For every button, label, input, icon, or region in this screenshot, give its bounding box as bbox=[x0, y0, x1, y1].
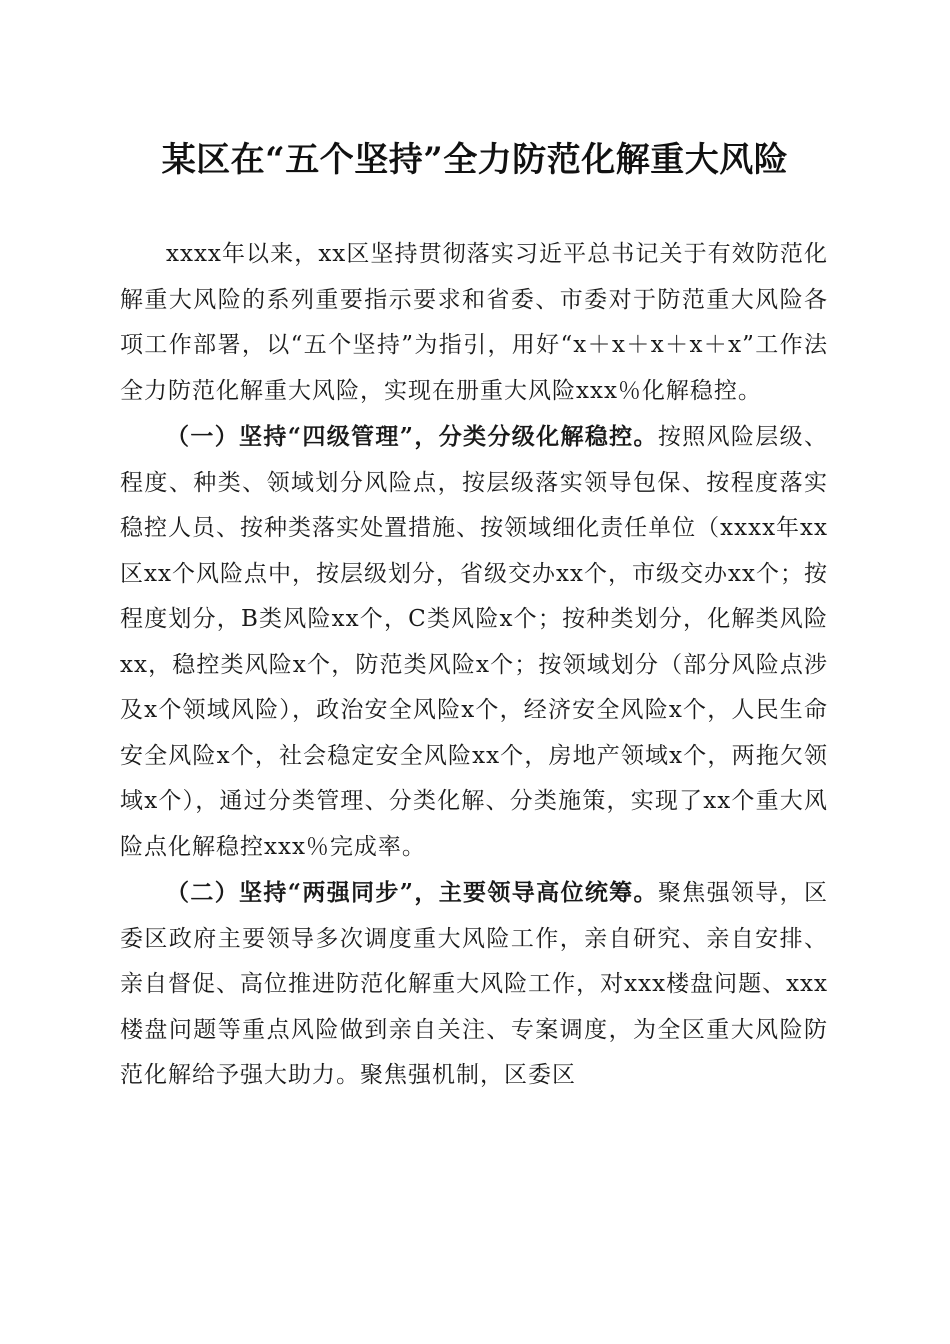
paragraph-intro-text: xxxx年以来，xx区坚持贯彻落实习近平总书记关于有效防范化解重大风险的系列重要指示要求和省委、市委对于防范重大风险各项工作部署，以“五个坚持”为指引，用好“x＋x＋x＋x＋x”工作法全力防范化解重大风险，实现在册重大风险xxx％化解稳控。 bbox=[120, 241, 828, 404]
section-1-text: 按照风险层级、程度、种类、领域划分风险点，按层级落实领导包保、按程度落实稳控人员、按种类落实处置措施、按领域细化责任单位（xxxx年xx区xx个风险点中，按层级划分，省级交办xx个，市级交办xx个；按程度划分，B类风险xx个，C类风险x个；按种类划分，化解类风险xx，稳控类风险x个，防范类风险x个；按领域划分（部分风险点涉及x个领域风险），政治安全风险x个，经济安全风险x个，人民生命安全风险x个，社会稳定安全风险xx个，房地产领域x个，两拖欠领域x个），通过分类管理、分类化解、分类施策，实现了xx个重大风险点化解稳控xxx％完成率。 bbox=[120, 424, 828, 860]
paragraph-section-2 bbox=[120, 870, 828, 1099]
paragraph-section-1 bbox=[120, 414, 828, 870]
section-2-text: 聚焦强领导，区委区政府主要领导多次调度重大风险工作，亲自研究、亲自安排、亲自督促、高位推进防范化解重大风险工作，对xxx楼盘问题、xxx楼盘问题等重点风险做到亲自关注、专案调度，为全区重大风险防范化解给予强大助力。聚焦强机制，区委区 bbox=[120, 880, 828, 1088]
section-1-heading: （一）坚持“四级管理”，分类分级化解稳控。 bbox=[166, 423, 658, 450]
document-title: 某区在“五个坚持”全力防范化解重大风险 bbox=[161, 140, 789, 180]
section-2-heading: （二）坚持“两强同步”，主要领导高位统筹。 bbox=[166, 879, 658, 906]
document-body bbox=[120, 232, 828, 1099]
paragraph-intro bbox=[120, 232, 828, 414]
